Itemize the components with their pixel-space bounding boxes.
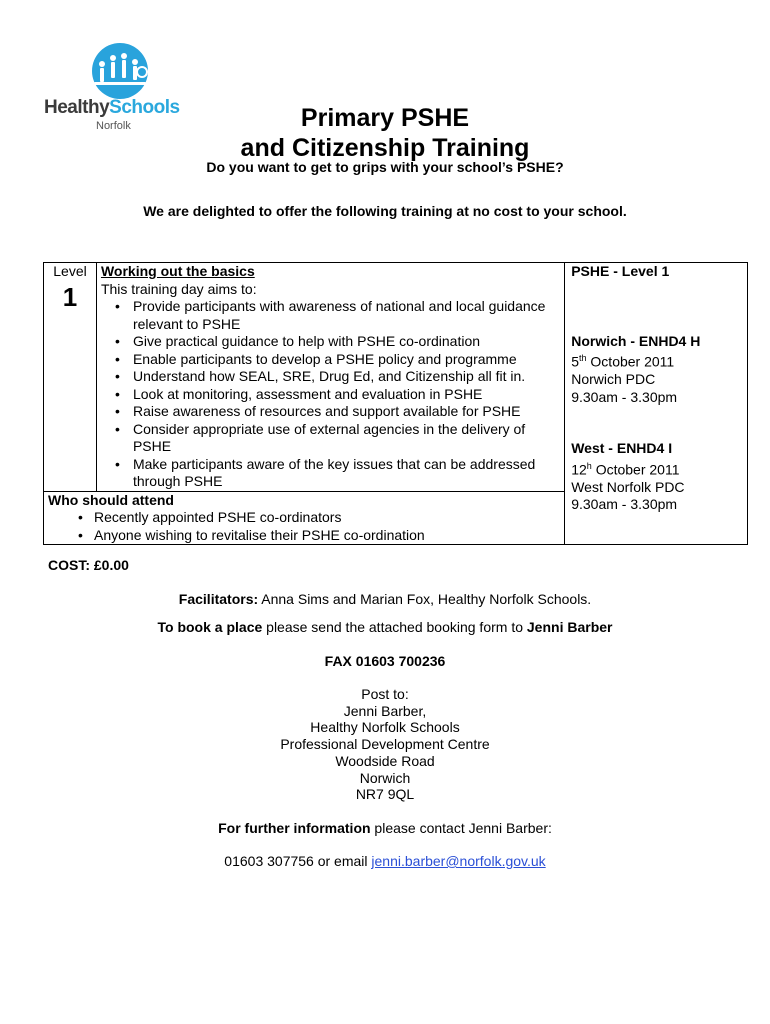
session-date-west: 12$^h$ October 2011 (571, 460, 680, 478)
aims-list (101, 298, 560, 491)
session-date-norwich: 5th October 2011 (571, 353, 675, 370)
session-venue-west: West Norfolk PDC (571, 478, 685, 495)
course-table (43, 262, 748, 545)
list-item: • Make participants aware of the key issues that can be addressed through PSHE (123, 456, 560, 491)
session-time-norwich: 9.30am - 3.30pm (571, 388, 678, 405)
level-label: Level (53, 263, 87, 279)
session-heading-norwich: Norwich - ENHD4 H (571, 332, 701, 349)
title-line-1: Primary PSHE (300, 104, 470, 132)
address-line: Healthy Norfolk Schools (310, 719, 460, 736)
list-item: • Raise awareness of resources and support available for PSHE (123, 403, 560, 421)
postal-address (0, 686, 770, 803)
list-item: • Give practical guidance to help with PSHE co-ordination (123, 333, 560, 351)
fax-line: FAX 01603 700236 (324, 653, 446, 669)
who-heading: Who should attend (48, 491, 174, 508)
logo-region: Norfolk (96, 120, 131, 132)
offer-line: We are delighted to offer the following training at no cost to your school. (143, 203, 627, 219)
list-item: • Anyone wishing to revitalise their PSHE co-ordination (78, 527, 560, 545)
contact-line: 01603 307756 or email jenni.barber@norfolk.gov.uk (224, 853, 546, 869)
question-line: Do you want to get to grips with your school’s PSHE? (206, 159, 564, 175)
address-line: Professional Development Centre (280, 736, 490, 753)
email-link[interactable]: jenni.barber@norfolk.gov.uk (371, 853, 546, 869)
address-line: Norwich (359, 769, 411, 786)
level-cell (44, 263, 97, 492)
address-line: NR7 9QL (355, 786, 415, 803)
list-item: • Enable participants to develop a PSHE policy and programme (123, 351, 560, 369)
level-number: 1 (62, 281, 78, 312)
session-time-west: 9.30am - 3.30pm (571, 496, 678, 513)
address-line: Post to: (361, 686, 409, 702)
list-item: • Consider appropriate use of external agencies in the delivery of PSHE (123, 421, 560, 456)
who-should-attend-cell (44, 491, 565, 545)
booking-line: To book a place please send the attached booking form to Jenni Barber (157, 619, 613, 635)
children-figures-icon (80, 42, 160, 100)
address-line: Woodside Road (335, 752, 435, 769)
list-item: • Recently appointed PSHE co-ordinators (78, 509, 560, 527)
sessions-cell (565, 263, 748, 545)
address-line: Jenni Barber, (343, 702, 427, 719)
course-intro: This training day aims to: (100, 280, 257, 297)
session-venue-norwich: Norwich PDC (571, 371, 656, 388)
sessions-title: PSHE - Level 1 (571, 263, 670, 279)
who-list (48, 509, 560, 544)
logo-wordmark: HealthySchools (44, 97, 180, 118)
course-heading: Working out the basics (100, 263, 255, 279)
facilitators-line: Facilitators: Anna Sims and Marian Fox, Healthy Norfolk Schools. (178, 591, 592, 607)
cost-line: COST: £0.00 (48, 557, 129, 573)
course-details-cell (96, 263, 564, 492)
list-item: • Understand how SEAL, SRE, Drug Ed, and Citizenship all fit in. (123, 368, 560, 386)
list-item: • Provide participants with awareness of national and local guidance relevant to PSHE (123, 298, 560, 333)
session-heading-west: West - ENHD4 I (571, 440, 673, 457)
title-line-2: and Citizenship Training (240, 134, 530, 162)
list-item: • Look at monitoring, assessment and evaluation in PSHE (123, 386, 560, 404)
further-info-line: For further information please contact Jenni Barber: (218, 820, 552, 836)
